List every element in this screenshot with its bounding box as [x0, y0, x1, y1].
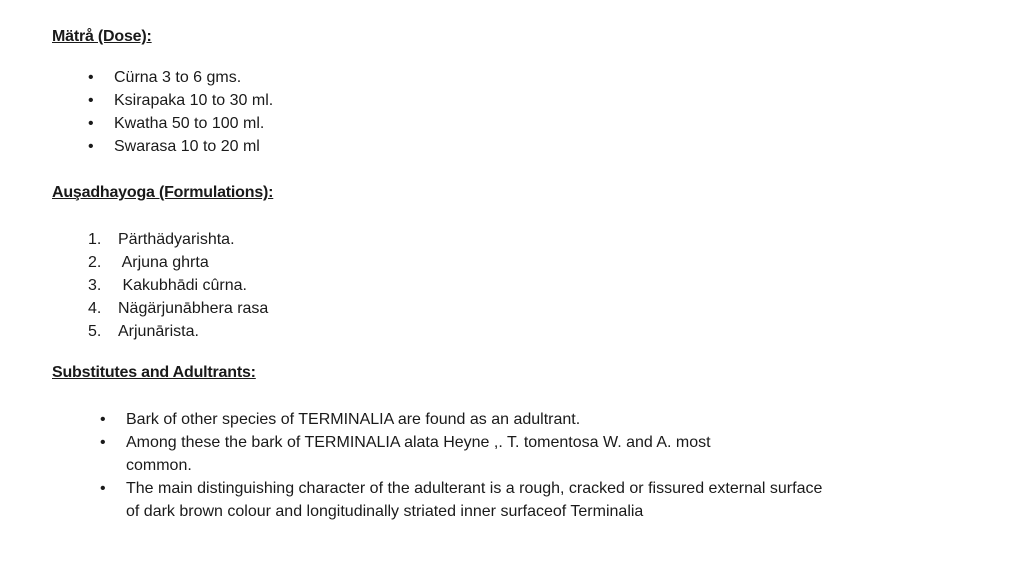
- substitutes-list: [100, 408, 840, 523]
- list-item: 2. Arjuna ghrta: [88, 254, 209, 271]
- bullet-icon: •: [88, 138, 94, 155]
- bullet-icon: •: [88, 115, 94, 132]
- bullet-icon: •: [100, 411, 106, 428]
- bullet-icon: •: [88, 69, 94, 86]
- bullet-icon: •: [88, 92, 94, 109]
- dose-list: [88, 66, 273, 158]
- list-item: • Cürna 3 to 6 gms.: [88, 66, 273, 89]
- list-item: 1. Pärthädyarishta.: [88, 231, 235, 248]
- list-item: • Among these the bark of TERMINALIA alata Heyne ,. T. tomentosa W. and A. most common.: [100, 431, 840, 477]
- list-item: • Ksirapaka 10 to 30 ml.: [88, 89, 273, 112]
- formulations-list: [88, 228, 268, 343]
- dose-heading: Mätrå (Dose):: [52, 28, 152, 45]
- list-item: • Bark of other species of TERMINALIA are found as an adultrant.: [100, 408, 840, 431]
- list-item: 4. Nägärjunābhera rasa: [88, 300, 269, 317]
- list-item: 3. Kakubhādi cûrna.: [88, 277, 247, 294]
- list-item: 5. Arjunārista.: [88, 323, 199, 340]
- bullet-icon: •: [100, 434, 106, 451]
- bullet-icon: •: [100, 480, 106, 497]
- list-item: • The main distinguishing character of the adulterant is a rough, cracked or fissured external surface of dark brown colour and longitudinally striated inner surfaceof Terminalia: [100, 477, 840, 523]
- list-item: • Kwatha 50 to 100 ml.: [88, 112, 273, 135]
- substitutes-heading: Substitutes and Adultrants:: [52, 364, 256, 381]
- formulations-heading: Auşadhayoga (Formulations):: [52, 184, 274, 201]
- list-item: • Swarasa 10 to 20 ml: [88, 135, 273, 158]
